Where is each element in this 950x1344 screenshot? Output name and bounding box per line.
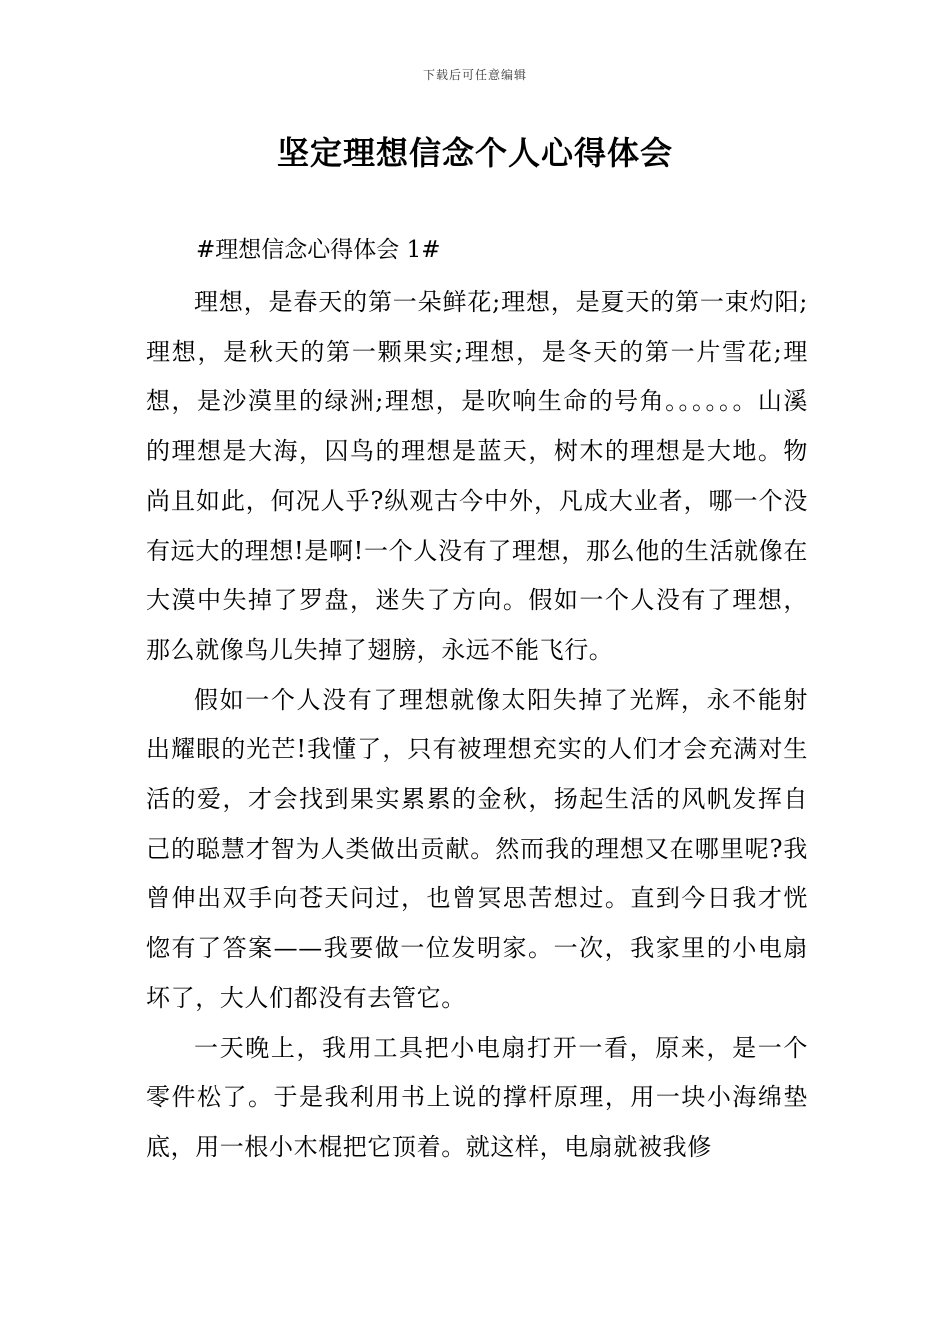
- header-note: 下载后可任意编辑: [422, 68, 527, 82]
- section-heading: #理想信念心得体会 1#: [196, 237, 441, 263]
- document-body: [146, 278, 808, 1173]
- paragraph-1: 理想，是春天的第一朵鲜花;理想，是夏天的第一束灼阳;理想，是秋天的第一颗果实;理想，是冬天的第一片雪花;理想，是沙漠里的绿洲;理想，是吹响生命的号角。。。。。。山溪的理想是大海，囚鸟的理想是蓝天，树木的理想是大地。物尚且如此，何况人乎?纵观古今中外，凡成大业者，哪一个没有远大的理想!是啊!一个人没有了理想，那么他的生活就像在大漠中失掉了罗盘，迷失了方向。假如一个人没有了理想，那么就像鸟儿失掉了翅膀，永远不能飞行。: [146, 288, 808, 664]
- paragraph-2: 假如一个人没有了理想就像太阳失掉了光辉，永不能射出耀眼的光芒!我懂了，只有被理想充实的人们才会充满对生活的爱，才会找到果实累累的金秋，扬起生活的风帆发挥自己的聪慧才智为人类做出贡献。然而我的理想又在哪里呢?我曾伸出双手向苍天问过，也曾冥思苦想过。直到今日我才恍惚有了答案——我要做一位发明家。一次，我家里的小电扇坏了，大人们都没有去管它。: [146, 685, 808, 1012]
- paragraph-3: 一天晚上，我用工具把小电扇打开一看，原来，是一个零件松了。于是我利用书上说的撑杆原理，用一块小海绵垫底，用一根小木棍把它顶着。就这样，电扇就被我修: [146, 1033, 808, 1161]
- document-title: 坚定理想信念个人心得体会: [276, 134, 673, 172]
